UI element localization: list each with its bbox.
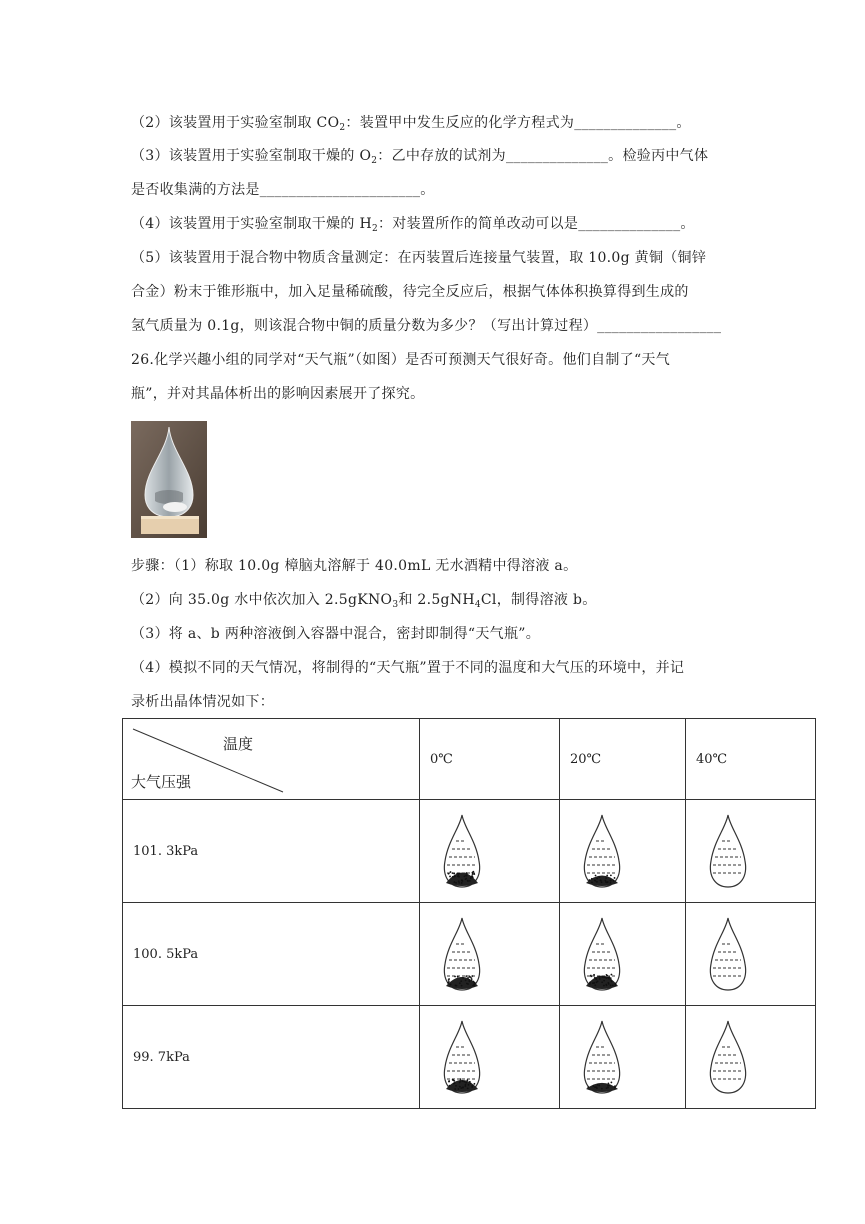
step-3: （3）将 a、b 两种溶液倒入容器中混合，密封即制得“天气瓶”。: [131, 626, 541, 642]
crystal-dot: [462, 977, 464, 979]
crystal-dot: [449, 876, 451, 878]
crystal-dot: [590, 975, 592, 977]
crystal-dot: [606, 975, 608, 977]
table-header-row: [123, 719, 816, 800]
crystal-dot: [469, 980, 471, 982]
crystal-dot: [594, 880, 596, 882]
crystal-dot: [601, 881, 603, 883]
crystal-dot: [449, 1085, 451, 1087]
crystal-dot: [607, 1087, 609, 1089]
step-2-text-mid: 和 2.5gNH: [398, 592, 475, 608]
crystal-dot: [470, 877, 472, 879]
crystal-dot: [612, 984, 614, 986]
crystal-dot: [466, 1079, 468, 1081]
bottle-icon: [420, 811, 549, 891]
crystal-dot: [450, 871, 452, 873]
crystal-dot: [463, 1081, 465, 1083]
crystal-dot: [448, 873, 450, 875]
crystal-dot: [610, 880, 612, 882]
q5-line1: （5）该装置用于混合物中物质含量测定：在丙装置后连接量气装置，取 10.0g 黄铜（铜锌: [131, 250, 707, 266]
crystal-dot: [454, 1082, 456, 1084]
crystal-dot: [599, 876, 601, 878]
crystal-dot: [465, 975, 467, 977]
bottle-icon: [420, 914, 549, 994]
crystal-dot: [469, 976, 471, 978]
step-4-line1: （4）模拟不同的天气情况，将制得的“天气瓶”置于不同的温度和大气压的环境中，并记: [131, 660, 685, 676]
step-2-sub2: 4: [474, 600, 481, 610]
crystal-dot: [595, 978, 597, 980]
step-2: [131, 590, 597, 610]
crystal-dot: [467, 977, 469, 979]
crystal-dot: [591, 881, 593, 883]
bottle-cell: [686, 1006, 816, 1109]
crystal-dot: [607, 982, 609, 984]
bottle-cell: [420, 1006, 560, 1109]
q3-line2: 是否收集满的方法是______________________。: [131, 182, 435, 198]
q2-text: （2）该装置用于实验室制取 CO: [131, 115, 340, 131]
q2-text-post: ：装置甲中发生反应的化学方程式为______________。: [345, 115, 691, 131]
q3-text: （3）该装置用于实验室制取干燥的 O: [131, 148, 372, 164]
crystal-dot: [603, 980, 605, 982]
crystal-dot: [467, 1087, 469, 1089]
crystal-dot: [591, 878, 593, 880]
crystal-dot: [472, 873, 474, 875]
crystal-dot: [456, 985, 458, 987]
crystal-dot: [601, 981, 603, 983]
crystal-dot: [462, 1080, 464, 1082]
q2-sub: 2: [339, 123, 346, 133]
crystal-dot: [450, 983, 452, 985]
crystal-dot: [600, 880, 602, 882]
crystal-dot: [465, 872, 467, 874]
crystal-dot: [454, 875, 456, 877]
crystal-dot: [601, 976, 603, 978]
crystal-dot: [614, 1087, 616, 1089]
crystal-dot: [454, 976, 456, 978]
step-2-text: （2）向 35.0g 水中依次加入 2.5gKNO: [131, 592, 393, 608]
crystal-dot: [592, 982, 594, 984]
crystal-dot: [596, 881, 598, 883]
crystal-dot: [589, 981, 591, 983]
step-2-sub1: 3: [392, 600, 399, 610]
crystal-dot: [461, 985, 463, 987]
crystal-dot: [599, 978, 601, 980]
bottle-cell: [420, 903, 560, 1006]
bottle-icon: [560, 914, 675, 994]
q3-text-post: ：乙中存放的试剂为______________。检验丙中气体: [377, 148, 709, 164]
crystal-dot: [604, 977, 606, 979]
crystal-dot: [604, 880, 606, 882]
q4-text-post: ：对装置所作的简单改动可以是______________。: [378, 216, 695, 232]
crystal-dot: [473, 981, 475, 983]
crystal-dot: [589, 879, 591, 881]
crystal-dot: [468, 979, 470, 981]
crystal-dot: [610, 984, 612, 986]
bottle-outline: [710, 1021, 745, 1093]
step-2-text-post: Cl，制得溶液 b。: [480, 592, 597, 608]
bottle-cell: [560, 903, 686, 1006]
crystal-dot: [459, 982, 461, 984]
crystal-dot: [448, 978, 450, 980]
crystal-dot: [474, 982, 476, 984]
crystal-dot: [471, 979, 473, 981]
crystal-dot: [452, 876, 454, 878]
crystal-dot: [467, 983, 469, 985]
q26-line1: 26.化学兴趣小组的同学对“天气瓶”（如图）是否可预测天气很好奇。他们自制了“天气: [131, 352, 671, 368]
bottle-icon: [686, 914, 805, 994]
crystal-dot: [596, 878, 598, 880]
crystal-dot: [455, 1085, 457, 1087]
crystal-dot: [465, 979, 467, 981]
q26-line2: 瓶”，并对其晶体析出的影响因素展开了探究。: [131, 386, 425, 402]
crystal-dot: [453, 873, 455, 875]
crystal-dot: [474, 1083, 476, 1085]
crystal-dot: [470, 1083, 472, 1085]
crystal-dot: [447, 982, 449, 984]
crystal-dot: [460, 1087, 462, 1089]
bottle-cell: [560, 800, 686, 903]
crystal-dot: [473, 873, 475, 875]
bottle-icon: [686, 811, 805, 891]
crystal-dot: [458, 882, 460, 884]
crystal-dot: [464, 875, 466, 877]
q5-line3: 氢气质量为 0.1g，则该混合物中铜的质量分数为多少？（写出计算过程）_________________: [131, 318, 722, 334]
crystal-dot: [471, 1085, 473, 1087]
q4-line: [131, 214, 695, 234]
q4-sub: 2: [371, 224, 378, 234]
bottle-icon: [560, 1017, 675, 1097]
crystal-dot: [458, 1088, 460, 1090]
crystal-dot: [471, 876, 473, 878]
pressure-label: 99. 7kPa: [123, 1006, 420, 1109]
header-temp-40: 40℃: [686, 719, 816, 800]
crystal-dot: [472, 872, 474, 874]
bottle-outline: [710, 918, 745, 990]
crystal-dot: [601, 1088, 603, 1090]
crystal-dot: [614, 1085, 616, 1087]
weather-bottle-photo: [131, 421, 207, 538]
crystal-dot: [460, 1078, 462, 1080]
crystal-dot: [461, 882, 463, 884]
crystal-dot: [610, 1082, 612, 1084]
crystal-dot: [595, 875, 597, 877]
crystal-dot: [465, 1082, 467, 1084]
results-table: [122, 718, 816, 1109]
crystal-dot: [467, 880, 469, 882]
crystal-dot: [595, 1086, 597, 1088]
crystal-dot: [459, 1086, 461, 1088]
header-pressure: 大气压强: [131, 773, 192, 791]
crystal-dot: [458, 880, 460, 882]
crystal-dot: [448, 1081, 450, 1083]
crystal-dot: [452, 1079, 454, 1081]
crystal-dot: [469, 880, 471, 882]
crystal-dot: [608, 978, 610, 980]
crystal-dot: [603, 985, 605, 987]
pressure-label: 100. 5kPa: [123, 903, 420, 1006]
bottle-cell: [560, 1006, 686, 1109]
crystal-dot: [457, 976, 459, 978]
crystal-dot: [460, 980, 462, 982]
crystal-dot: [606, 875, 608, 877]
q4-text: （4）该装置用于实验室制取干燥的 H: [131, 216, 372, 232]
crystal-dot: [453, 881, 455, 883]
crystal-dot: [614, 984, 616, 986]
crystal-dot: [593, 974, 595, 976]
crystal-dot: [597, 981, 599, 983]
bottle-icon: [686, 1017, 805, 1097]
crystal-dot: [598, 1085, 600, 1087]
crystal-dot: [461, 879, 463, 881]
crystal-dot: [457, 875, 459, 877]
header-temp-20: 20℃: [560, 719, 686, 800]
crystal-dot: [465, 1084, 467, 1086]
crystal-dot: [459, 1080, 461, 1082]
crystal-dot: [462, 1087, 464, 1089]
bottle-icon: [420, 1017, 549, 1097]
table-row: [123, 1006, 816, 1109]
crystal-dot: [610, 874, 612, 876]
crystal-dot: [455, 882, 457, 884]
crystal-dot: [613, 880, 615, 882]
crystal-dot: [452, 872, 454, 874]
crystal-dot: [594, 984, 596, 986]
crystal-dot: [587, 1086, 589, 1088]
crystal-dot: [611, 980, 613, 982]
table-row: [123, 800, 816, 903]
crystal-dot: [454, 1088, 456, 1090]
bottle-cell: [686, 800, 816, 903]
q2-line: [131, 113, 691, 133]
crystal-dot: [615, 983, 617, 985]
crystal-dot: [468, 1084, 470, 1086]
crystal-dot: [605, 877, 607, 879]
step-1: 步骤：（1）称取 10.0g 樟脑丸溶解于 40.0mL 无水酒精中得溶液 a。: [131, 558, 578, 574]
crystal-dot: [610, 882, 612, 884]
bottle-outline: [710, 815, 745, 887]
q5-line2: 合金）粉末于锥形瓶中，加入足量稀硫酸，待完全反应后，根据气体体积换算得到生成的: [131, 284, 689, 300]
bottle-icon: [560, 811, 675, 891]
diagonal-header-cell: [123, 719, 420, 800]
crystal-dot: [611, 974, 613, 976]
crystal-dot: [465, 878, 467, 880]
crystal-dot: [469, 1081, 471, 1083]
step-4-line2: 录析出晶体情况如下：: [131, 694, 274, 710]
q3-sub: 2: [371, 156, 378, 166]
crystal-dot: [598, 976, 600, 978]
crystal-dot: [607, 1085, 609, 1087]
header-temp-0: 0℃: [420, 719, 560, 800]
bottle-cell: [686, 903, 816, 1006]
q3-line: [131, 146, 708, 166]
crystal-dot: [608, 1083, 610, 1085]
crystal-dot: [466, 875, 468, 877]
table-row: [123, 903, 816, 1006]
crystal-dot: [605, 881, 607, 883]
crystal-dot: [453, 1080, 455, 1082]
crystal-dot: [614, 877, 616, 879]
crystal-dot: [593, 1085, 595, 1087]
bottle-outline: [584, 1021, 619, 1093]
crystal-dot: [457, 872, 459, 874]
header-temperature: 温度: [223, 735, 254, 753]
crystal-dot: [597, 1084, 599, 1086]
crystal-dot: [606, 984, 608, 986]
bottle-cell: [420, 800, 560, 903]
pressure-label: 101. 3kPa: [123, 800, 420, 903]
crystal-dot: [471, 975, 473, 977]
